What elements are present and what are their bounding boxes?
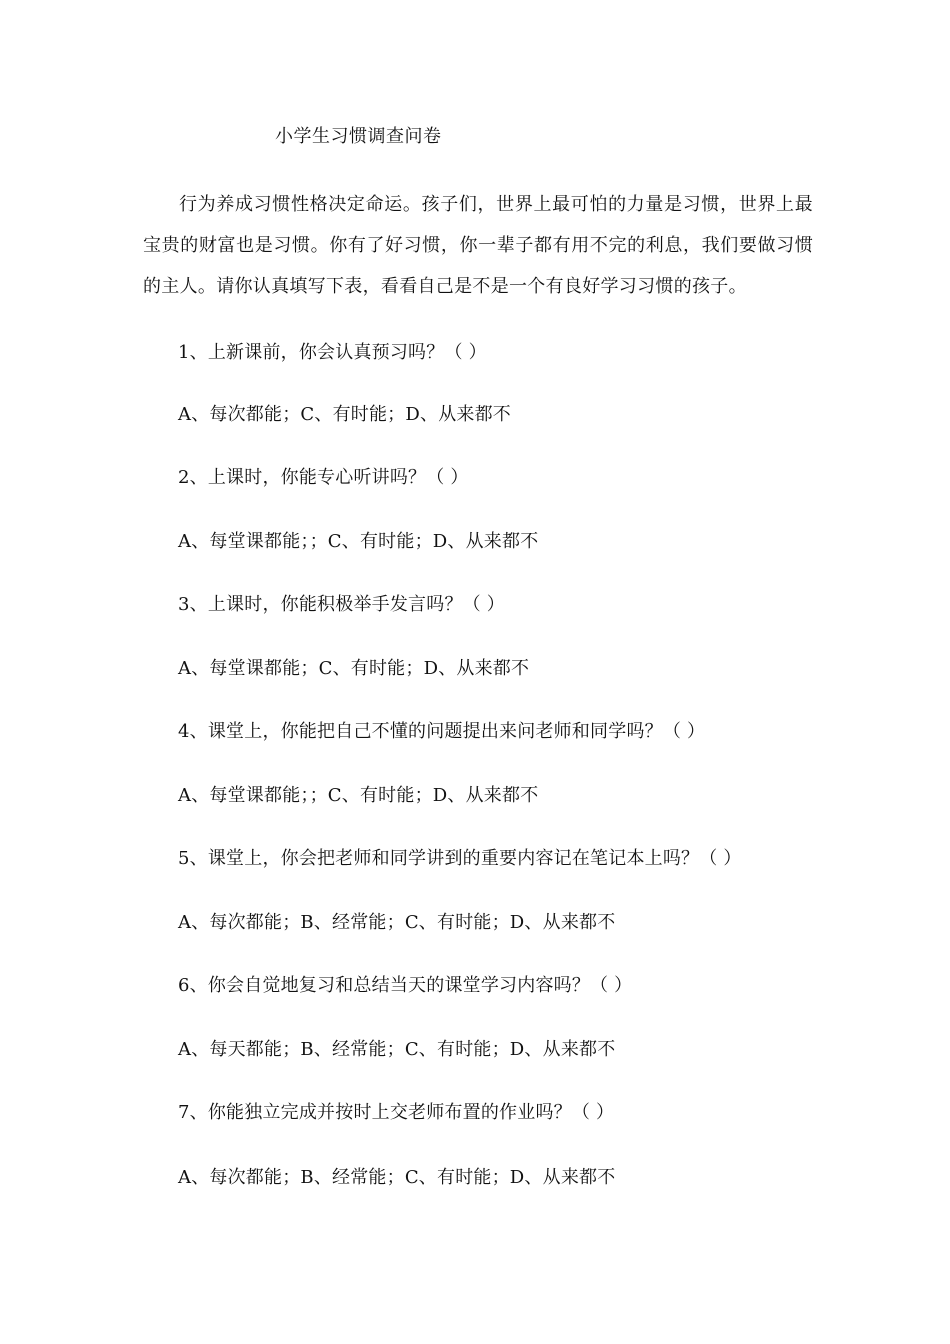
question-7: 7、你能独立完成并按时上交老师布置的作业吗？（ ） xyxy=(178,1102,615,1123)
question-6: 6、你会自觉地复习和总结当天的课堂学习内容吗？（ ） xyxy=(178,975,633,996)
options-2: A、每堂课都能；；C、有时能；D、从来都不 xyxy=(178,531,539,552)
question-1: 1、上新课前，你会认真预习吗？（ ） xyxy=(178,342,487,363)
options-3: A、每堂课都能；C、有时能；D、从来都不 xyxy=(178,658,530,679)
options-6: A、每天都能；B、经常能；C、有时能；D、从来都不 xyxy=(178,1039,616,1060)
question-5: 5、课堂上，你会把老师和同学讲到的重要内容记在笔记本上吗？（ ） xyxy=(178,848,742,869)
question-3: 3、上课时，你能积极举手发言吗？（ ） xyxy=(178,594,505,615)
question-2: 2、上课时，你能专心听讲吗？（ ） xyxy=(178,467,469,488)
options-7: A、每次都能；B、经常能；C、有时能；D、从来都不 xyxy=(178,1167,616,1188)
question-4: 4、课堂上，你能把自己不懂的问题提出来问老师和同学吗？（ ） xyxy=(178,721,706,742)
document-title: 小学生习惯调查问卷 xyxy=(275,126,442,147)
intro-paragraph: 行为养成习惯性格决定命运。孩子们，世界上最可怕的力量是习惯，世界上最宝贵的财富也是习惯。你有了好习惯，你一辈子都有用不完的利息，我们要做习惯的主人。请你认真填写下表，看看自己是不是一个有良好学习习惯的孩子。 xyxy=(143,194,813,297)
options-4: A、每堂课都能；；C、有时能；D、从来都不 xyxy=(178,785,539,806)
options-5: A、每次都能；B、经常能；C、有时能；D、从来都不 xyxy=(178,912,616,933)
options-1: A、每次都能；C、有时能；D、从来都不 xyxy=(178,404,512,425)
